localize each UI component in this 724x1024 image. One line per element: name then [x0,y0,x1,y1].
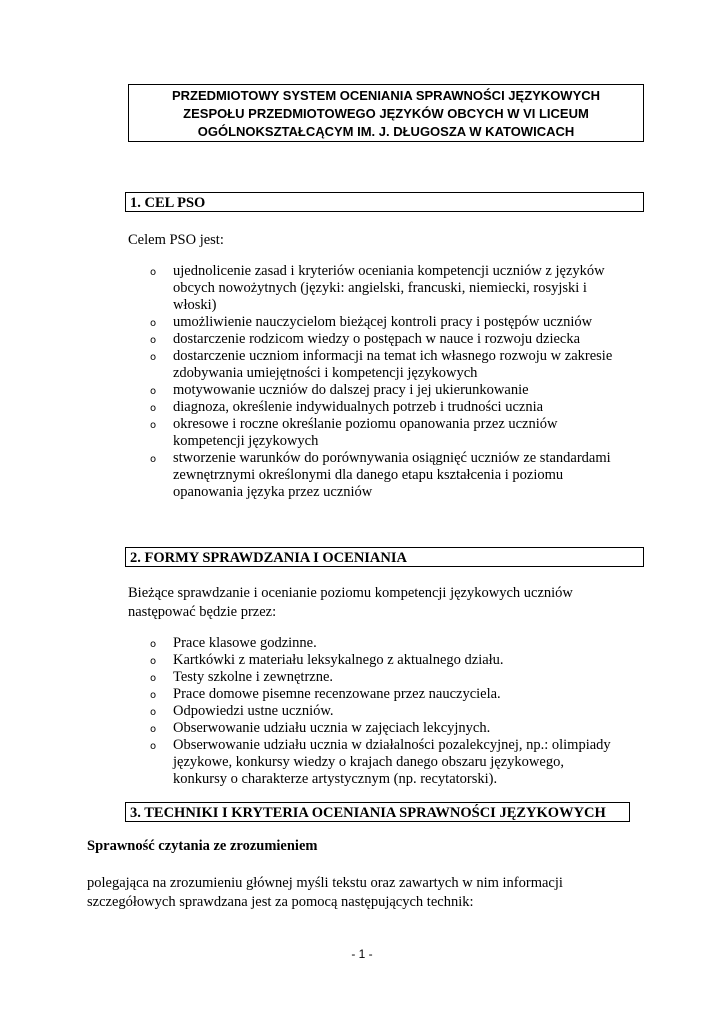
section-2-forms-list [150,635,653,788]
list-item: o Odpowiedzi ustne uczniów. [150,703,334,719]
list-item: o Prace domowe pisemne recenzowane przez nauczyciela. [150,686,501,702]
bullet-icon: o [150,420,157,431]
list-item: o Obserwowanie udziału ucznia w działalności pozalekcyjnej, np.: olimpiady językowe, konkursy wiedzy o krajach danego obszaru językowego, konkursy o charakterze artystycznym (np. recytatorski). [150,737,611,787]
bullet-icon: o [150,403,157,414]
section-2-intro: Bieżące sprawdzanie i ocenianie poziomu kompetencji językowych uczniów następować będzie przez: [128,585,573,620]
bullet-icon: o [150,386,157,397]
list-item: o umożliwienie nauczycielom bieżącej kontroli pracy i postępów uczniów [150,314,593,330]
bullet-icon: o [150,318,157,329]
bullet-icon: o [150,454,157,465]
bullet-icon: o [150,352,157,363]
document-title-box [128,84,644,142]
section-2-heading: 2. FORMY SPRAWDZANIA I OCENIANIA [125,547,644,567]
title-line: PRZEDMIOTOWY SYSTEM OCENIANIA SPRAWNOŚCI JĘZYKOWYCH [171,88,601,103]
section-3-heading: 3. TECHNIKI I KRYTERIA OCENIANIA SPRAWNOŚCI JĘZYKOWYCH [125,802,630,822]
section-3-paragraph: polegająca na zrozumieniu głównej myśli tekstu oraz zawartych w nim informacji szczegółowych sprawdzana jest za pomocą następujących technik: [87,875,563,910]
list-item: o Obserwowanie udziału ucznia w zajęciach lekcyjnych. [150,720,491,736]
bullet-icon: o [150,690,157,701]
title-line: ZESPOŁU PRZEDMIOTOWEGO JĘZYKÓW OBCYCH W VI LICEUM [183,106,589,121]
list-item: o okresowe i roczne określanie poziomu opanowania przez uczniów kompetencji językowych [150,416,558,449]
bullet-icon: o [150,335,157,346]
list-item: o Testy szkolne i zewnętrzne. [150,669,334,685]
list-item: o dostarczenie rodzicom wiedzy o postępach w nauce i rozwoju dziecka [150,331,581,347]
section-1-goals-list [150,263,653,501]
list-item: o diagnoza, określenie indywidualnych potrzeb i trudności ucznia [150,399,544,415]
list-item: o Prace klasowe godzinne. [150,635,317,651]
bullet-icon: o [150,656,157,667]
list-item: o ujednolicenie zasad i kryteriów oceniania kompetencji uczniów z języków obcych nowożytnych (języki: angielski, francuski, niemiecki, rosyjski i włoski) [150,263,605,313]
bullet-icon: o [150,741,157,752]
section-1-heading: 1. CEL PSO [125,192,644,212]
list-item: o stworzenie warunków do porównywania osiągnięć uczniów ze standardami zewnętrznymi określonymi dla danego etapu kształcenia i poziomu opanowania języka przez uczniów [150,450,611,500]
section-1-intro: Celem PSO jest: [128,232,224,248]
bullet-icon: o [150,267,157,278]
section-3-subheading: Sprawność czytania ze zrozumieniem [87,838,318,854]
list-item: o dostarczenie uczniom informacji na temat ich własnego rozwoju w zakresie zdobywania umiejętności i kompetencji językowych [150,348,613,381]
list-item: o motywowanie uczniów do dalszej pracy i jej ukierunkowanie [150,382,529,398]
bullet-icon: o [150,639,157,650]
title-line: OGÓLNOKSZTAŁCĄCYM IM. J. DŁUGOSZA W KATOWICACH [197,124,575,139]
list-item: o Kartkówki z materiału leksykalnego z aktualnego działu. [150,652,504,668]
page-number: - 1 - [351,947,373,961]
bullet-icon: o [150,724,157,735]
bullet-icon: o [150,707,157,718]
bullet-icon: o [150,673,157,684]
